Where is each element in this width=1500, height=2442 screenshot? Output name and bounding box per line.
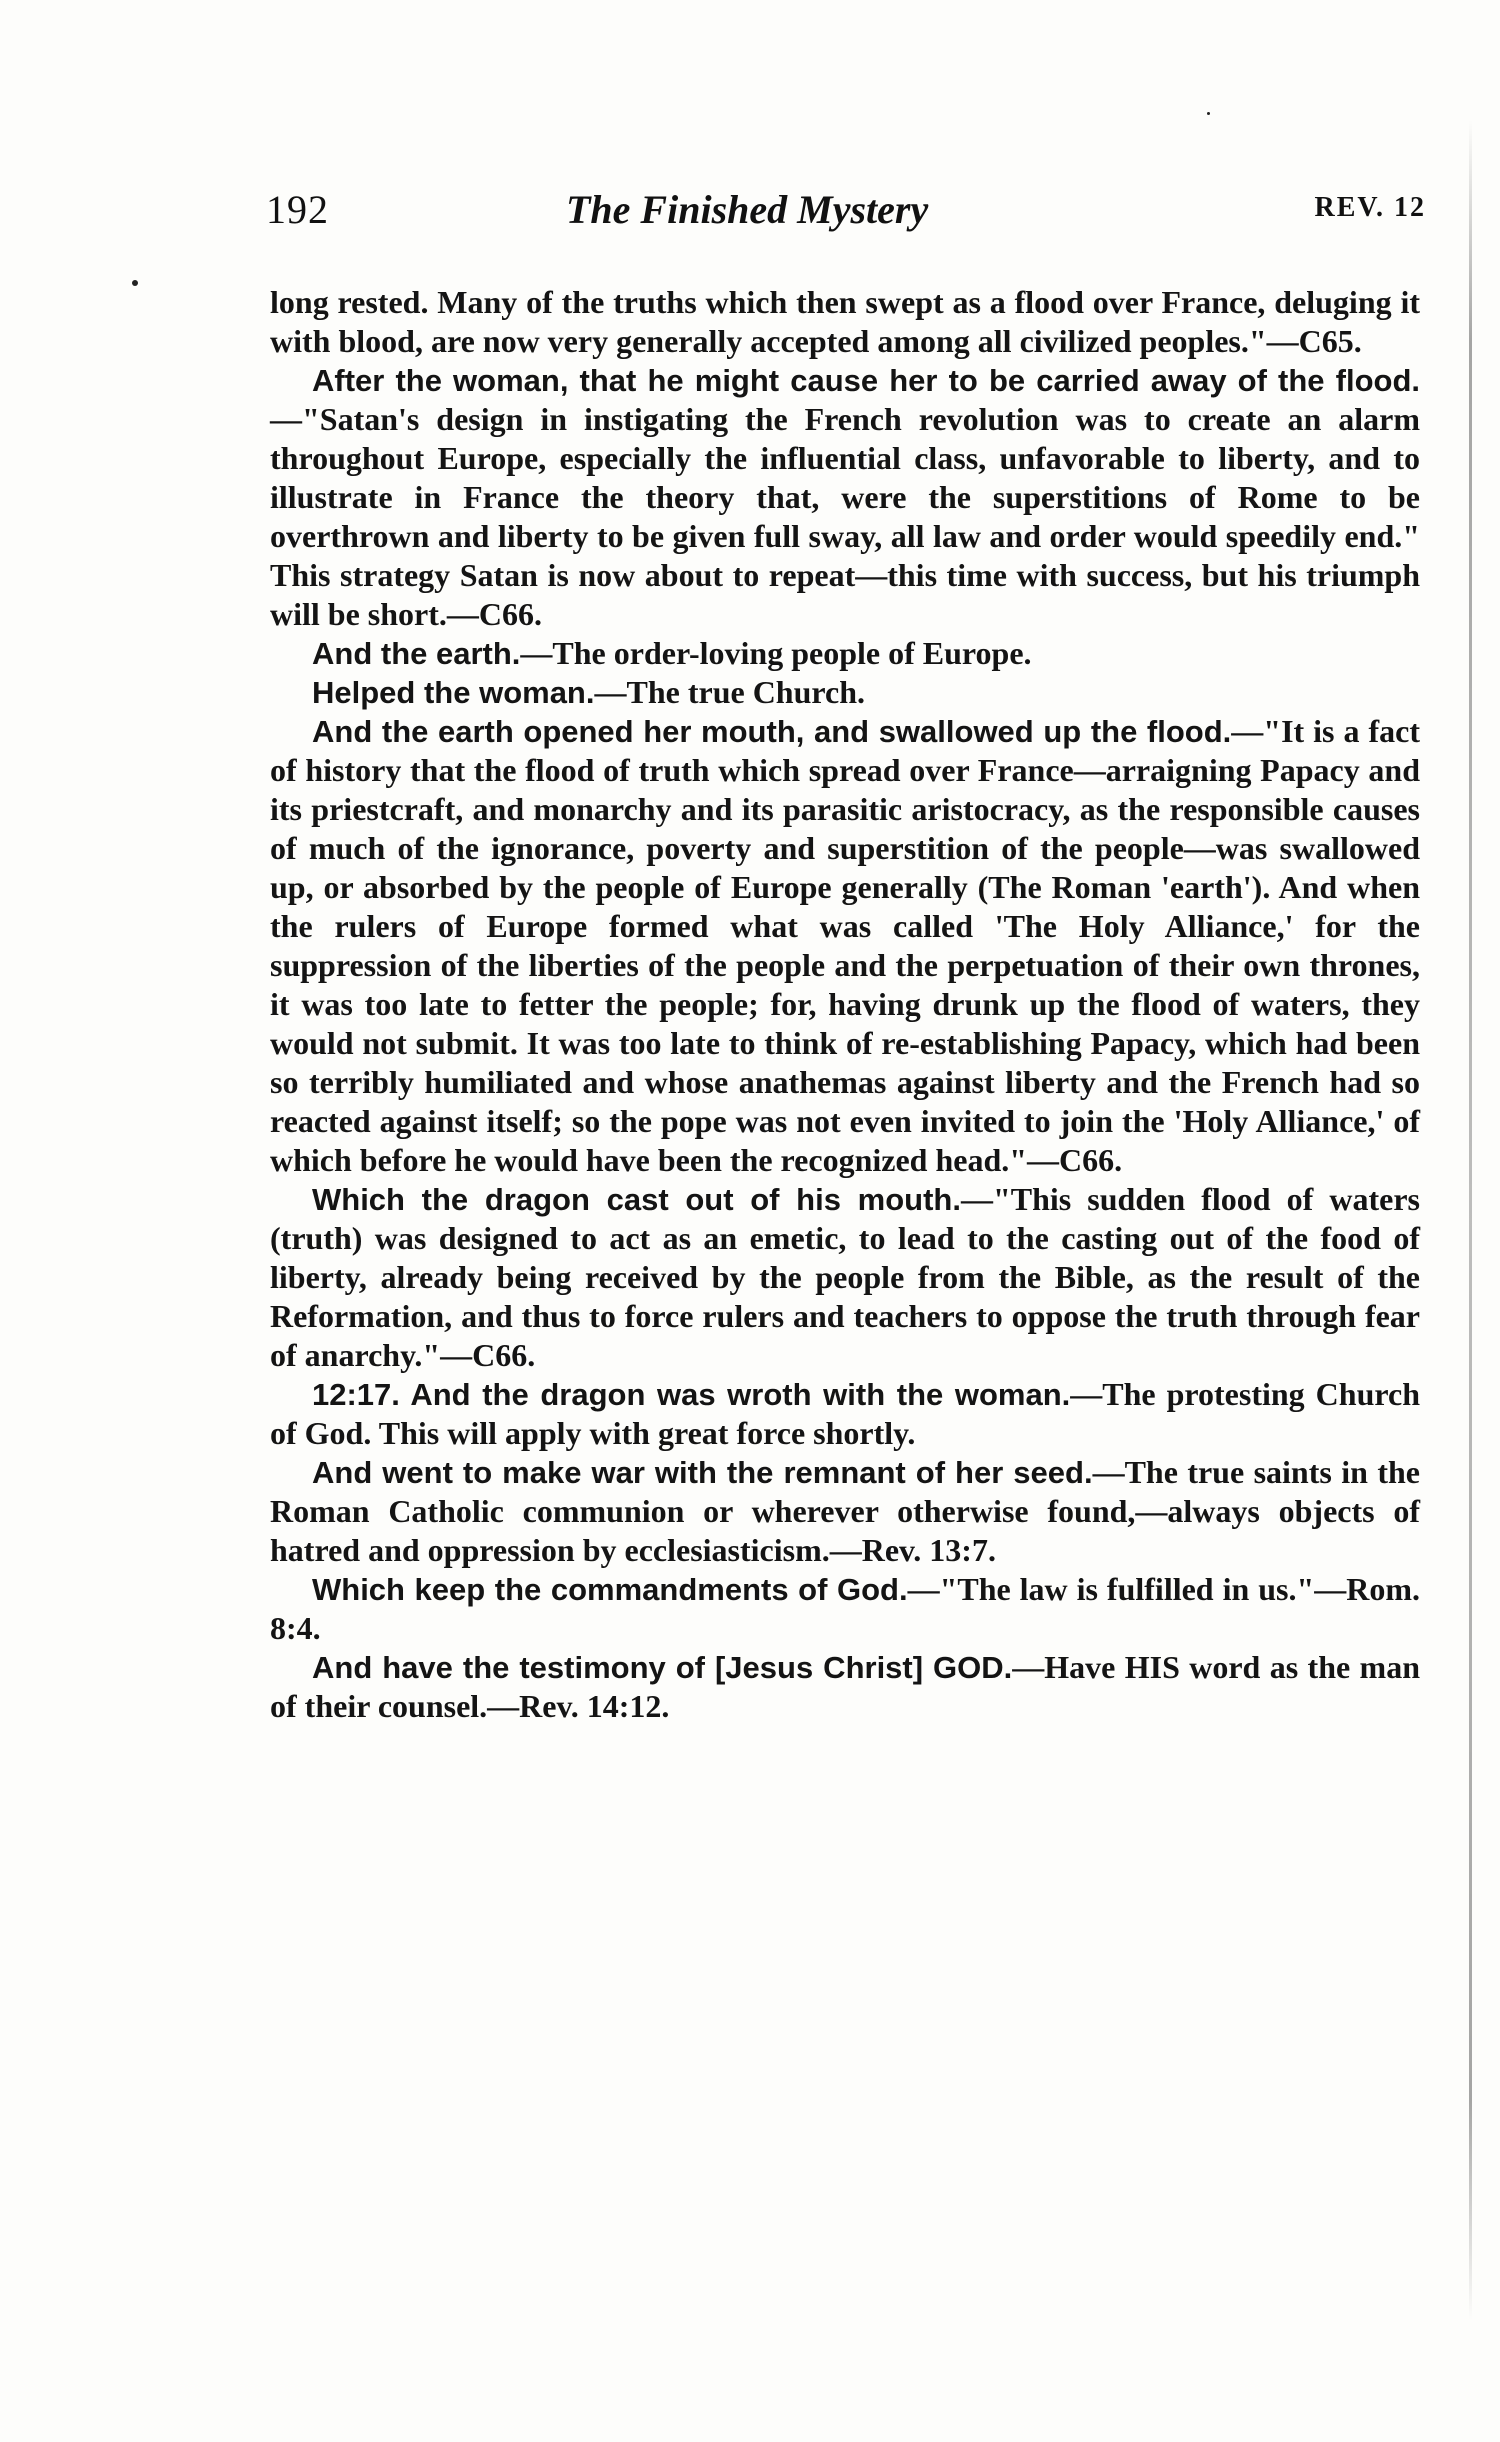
verse-keyword: And have the testimony of [Jesus Christ] GOD. xyxy=(312,1650,1013,1685)
verse-keyword: Helped the woman. xyxy=(312,675,595,710)
paragraph xyxy=(270,1648,1420,1726)
paragraph xyxy=(270,712,1420,1180)
verse-keyword: And went to make war with the remnant of her seed. xyxy=(312,1455,1093,1490)
paragraph-continued xyxy=(270,283,1420,361)
paragraph xyxy=(270,1453,1420,1570)
verse-keyword: And the earth. xyxy=(312,636,521,671)
commentary-text: —"This sudden flood of waters (truth) was designed to act as an emetic, to lead to the casting out of the food of liberty, already being received by the people from the Bible, as the result of the Reformation, and thus to force rulers and teachers to oppose the truth through fear of anarchy."—C66. xyxy=(270,1181,1420,1373)
commentary-text: long rested. Many of the truths which then swept as a flood over France, deluging it with blood, are now very generally accepted among all civilized peoples."—C65. xyxy=(270,284,1420,359)
paragraph xyxy=(270,1570,1420,1648)
commentary-text: —"It is a fact of history that the flood of truth which spread over France—arraigning Papacy and its priestcraft, and monarchy and its parasitic aristocracy, as the responsible causes of much of the ignorance, poverty and superstition of the people—was swallowed up, or absorbed by the people of Europe generally (The Roman 'earth'). And when the rulers of Europe formed what was called 'The Holy Alliance,' for the suppression of the liberties of the people and the perpetuation of their own thrones, it was too late to fetter the people; for, having drunk up the flood of waters, they would not submit. It was too late to think of re-establishing Papacy, which had been so terribly humiliated and whose anathemas against liberty and the French had so reacted against itself; so the pope was not even invited to join the 'Holy Alliance,' of which before he would have been the recognized head."—C66. xyxy=(270,713,1421,1178)
paragraph xyxy=(270,1375,1420,1453)
commentary-text: —The protesting Church of God. This will apply with great force shortly. xyxy=(270,1376,1421,1451)
print-speck xyxy=(1207,112,1210,115)
verse-keyword: 12:17. And the dragon was wroth with the woman. xyxy=(312,1377,1071,1412)
paragraph xyxy=(270,673,1420,712)
page-body xyxy=(270,283,1420,1726)
commentary-text: —"The law is fulfilled in us."—Rom. 8:4. xyxy=(270,1571,1420,1646)
paragraph xyxy=(270,361,1420,634)
paragraph xyxy=(270,1180,1420,1375)
commentary-text: —Have HIS word as the man of their counsel.—Rev. 14:12. xyxy=(270,1649,1421,1724)
paragraph xyxy=(270,634,1420,673)
print-speck xyxy=(132,280,138,286)
running-header xyxy=(266,186,1426,246)
commentary-text: —"Satan's design in instigating the French revolution was to create an alarm throughout Europe, especially the influential class, unfavorable to liberty, and to illustrate in France the theory that, were the superstitions of Rome to be overthrown and liberty to be given full sway, all law and order would speedily end." This strategy Satan is now about to repeat—this time with success, but his triumph will be short.—C66. xyxy=(270,401,1420,632)
commentary-text: —The order-loving people of Europe. xyxy=(520,635,1032,671)
page-number: 192 xyxy=(266,187,329,232)
verse-keyword: After the woman, that he might cause her to be carried away of the flood. xyxy=(312,363,1420,398)
chapter-reference: REV. 12 xyxy=(1314,192,1426,223)
verse-keyword: Which the dragon cast out of his mouth. xyxy=(312,1182,961,1217)
commentary-text: —The true saints in the Roman Catholic communion or wherever otherwise found,—always objects of hatred and oppression by ecclesiasticism.—Rev. 13:7. xyxy=(270,1454,1420,1568)
commentary-text: —The true Church. xyxy=(594,674,866,710)
page-edge-shadow xyxy=(1469,120,1472,2320)
verse-keyword: Which keep the commandments of God. xyxy=(312,1572,908,1607)
verse-keyword: And the earth opened her mouth, and swallowed up the flood. xyxy=(312,714,1232,749)
book-title: The Finished Mystery xyxy=(566,187,929,232)
